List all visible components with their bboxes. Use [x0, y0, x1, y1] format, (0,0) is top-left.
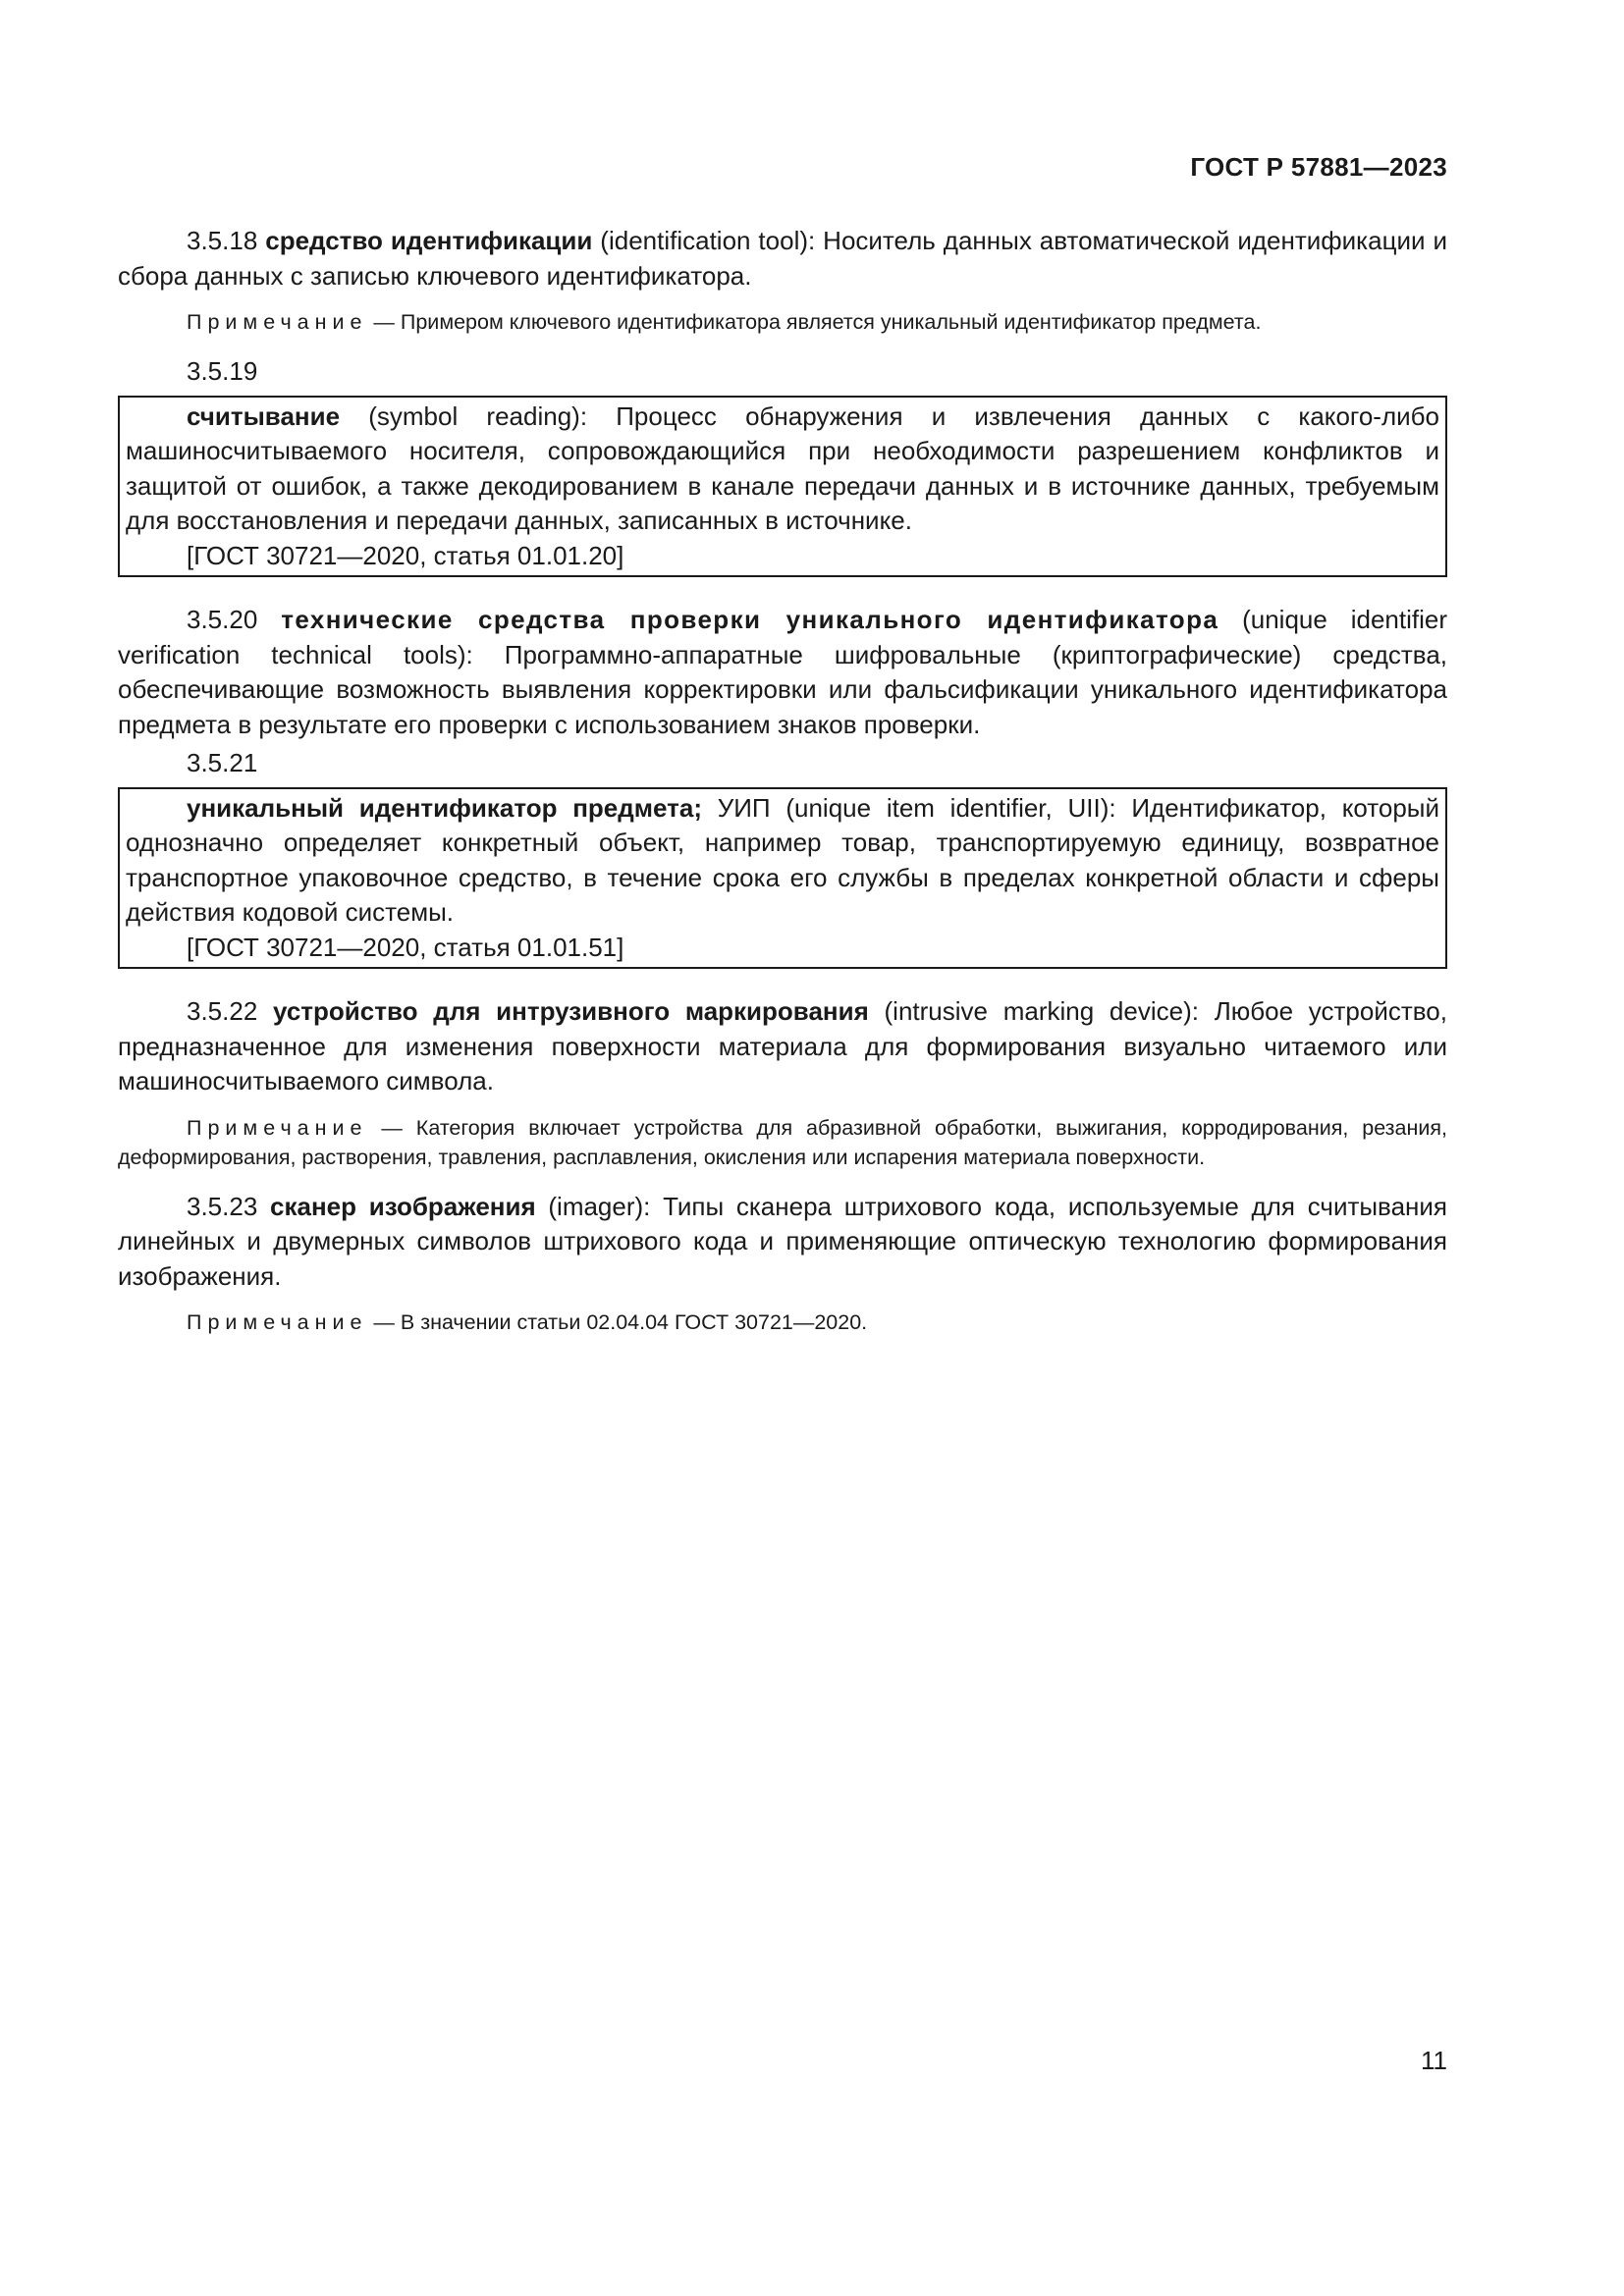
entry-definition: (symbol reading): Процесс обнаружения и извлечения данных с какого-либо машиносчитываемого носителя, сопровождающийся при необходимости разрешением конфликтов и защитой от ошибок, а также декодированием в канале передачи данных и в источнике данных, требуемым для восстановления и передачи данных, записанных в источнике. — [126, 400, 1439, 535]
definition-source: [ГОСТ 30721—2020, статья 01.01.20] — [187, 540, 624, 570]
entry-definition: (imager): Типы сканера штрихового кода, используемые для считывания линейных и двумерных символов штрихового кода и применяющие оптическую технологию формирования изображения. — [118, 1191, 1448, 1291]
entry-definition: (identification tool): Носитель данных автоматической идентификации и сбора данных с записью ключевого идентификатора. — [118, 226, 1447, 291]
page-number: 11 — [1421, 2046, 1447, 2075]
note-text: — В значении статьи 02.04.04 ГОСТ 30721—2020. — [367, 1310, 868, 1334]
entry-term: считывание — [187, 400, 341, 431]
entry-term: средство идентификации — [265, 226, 593, 255]
document-body — [118, 224, 1447, 1355]
entry-definition: (unique identifier verification technical tools): Программно-аппаратные шифровальные (криптографические) средства, обеспечивающие возможность выявления корректировки или фальсификации уникального идентификатора предмета в результате его проверки с использованием знаков проверки. — [118, 605, 1447, 739]
note-3-5-22 — [118, 1113, 1447, 1172]
entry-3-5-23 — [118, 1190, 1447, 1295]
note-3-5-23 — [118, 1308, 1447, 1337]
entry-number: 3.5.23 — [187, 1191, 258, 1221]
entry-term: устройство для интрузивного маркирования — [273, 996, 869, 1026]
entry-3-5-21 — [126, 791, 1439, 931]
entry-3-5-20 — [118, 603, 1447, 742]
entry-definition: (intrusive marking device): Любое устройство, предназначенное для изменения поверхности материала для формирования визуально читаемого или машиносчитываемого символа. — [118, 996, 1447, 1095]
entry-definition: УИП (unique item identifier, UII): Идентификатор, который однозначно определяет конкретный объект, например товар, транспортируемую единицу, возвратное транспортное упаковочное средство, в течение срока его службы в пределах конкретной области и сферы действия кодовой системы. — [126, 792, 1439, 927]
note-3-5-18 — [118, 307, 1447, 337]
entry-3-5-22 — [118, 994, 1447, 1099]
note-label: Примечание — [187, 1115, 368, 1140]
entry-term: уникальный идентификатор предмета; — [187, 792, 702, 823]
entry-3-5-19 — [126, 400, 1439, 539]
document-header: ГОСТ Р 57881—2023 — [1190, 152, 1447, 182]
entry-term: сканер изображения — [270, 1191, 536, 1221]
note-text: — Категория включает устройства для абразивной обработки, выжигания, корродирования, резания, деформирования, растворения, травления, расплавления, окисления или испарения материала поверхности. — [118, 1115, 1447, 1169]
entry-number: 3.5.18 — [187, 226, 258, 255]
entry-3-5-18 — [118, 224, 1447, 294]
note-label: Примечание — [187, 310, 368, 334]
quoted-definition-box — [118, 787, 1447, 970]
entry-number: 3.5.20 — [187, 605, 258, 634]
definition-source: [ГОСТ 30721—2020, статья 01.01.51] — [187, 932, 624, 962]
entry-number-3-5-19: 3.5.19 — [187, 356, 258, 386]
entry-number: 3.5.22 — [187, 996, 258, 1026]
entry-number-3-5-21: 3.5.21 — [187, 748, 258, 777]
note-label: Примечание — [187, 1310, 368, 1334]
entry-term: технические средства проверки уникального идентификатора — [281, 605, 1219, 634]
quoted-definition-box — [118, 396, 1447, 578]
note-text: — Примером ключевого идентификатора является уникальный идентификатор предмета. — [367, 310, 1262, 334]
